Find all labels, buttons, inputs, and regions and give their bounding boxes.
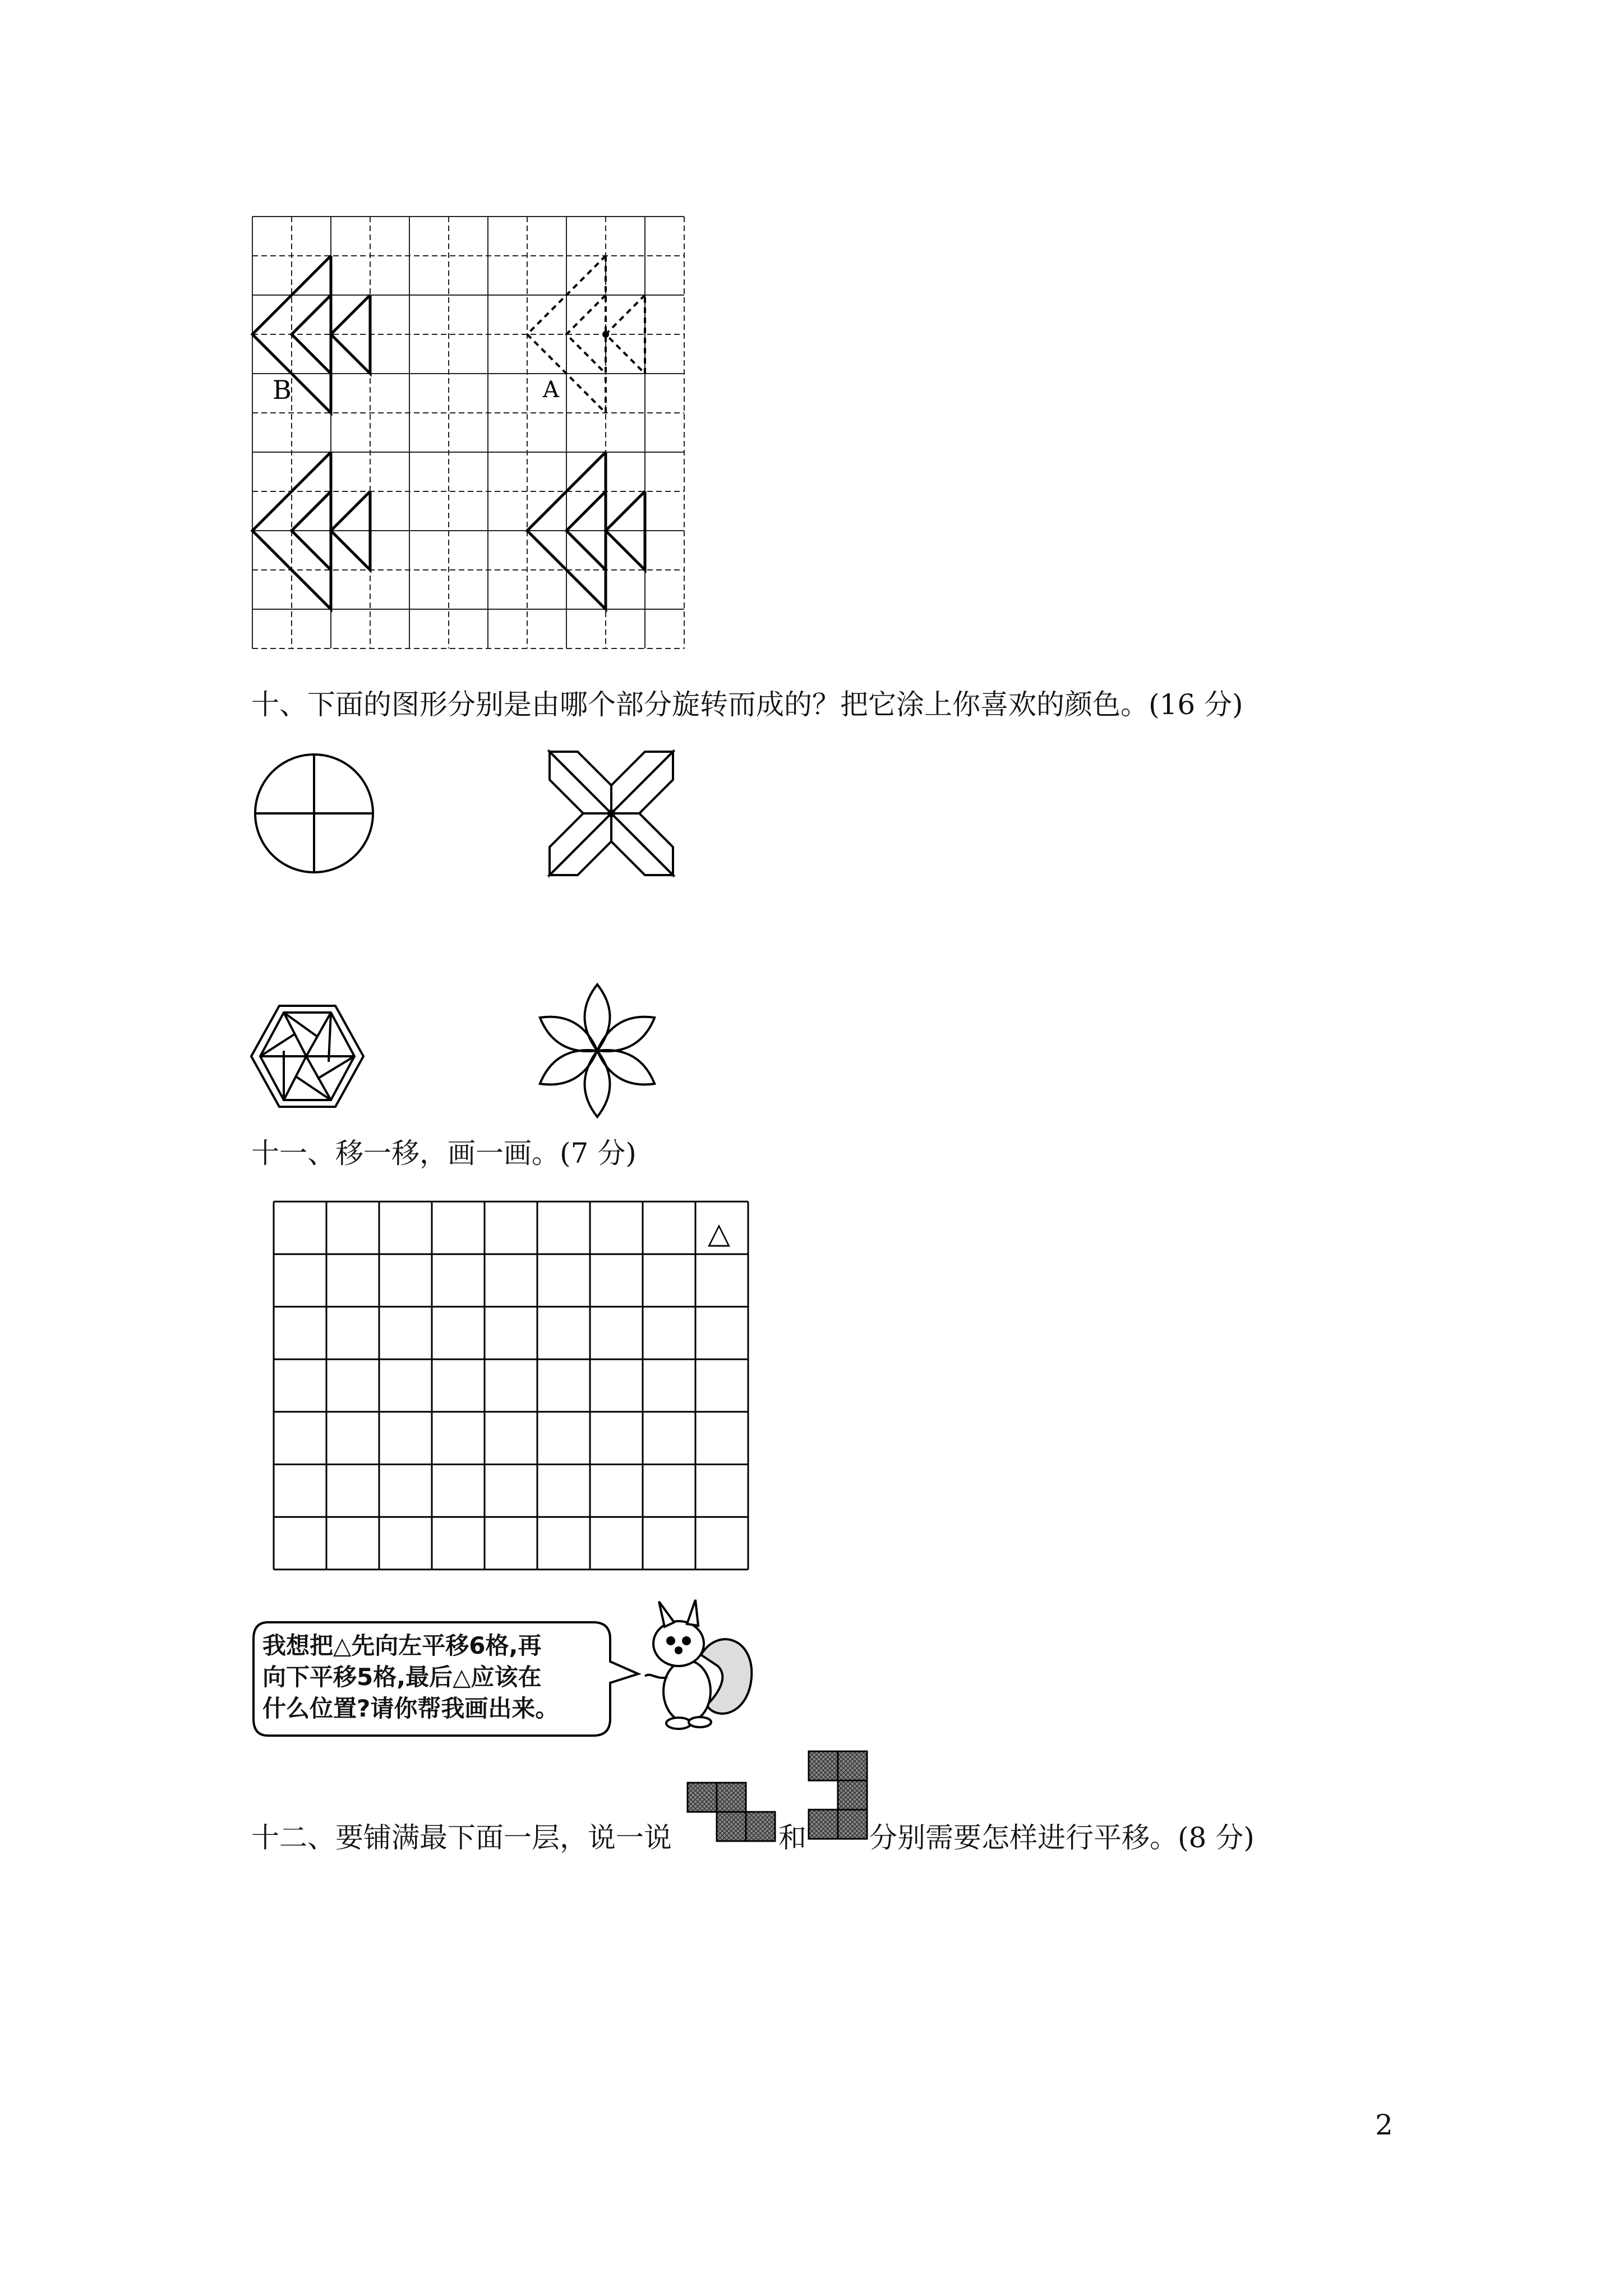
question-11-text: 十一、移一移，画一画。(7 分) bbox=[251, 1137, 637, 1170]
label-b: B bbox=[273, 375, 292, 405]
grid-lines bbox=[252, 217, 684, 648]
grid-11-lines bbox=[274, 1202, 748, 1570]
bubble-line-3: 什么位置?请你帮我画出来。 bbox=[262, 1695, 559, 1722]
page-number: 2 bbox=[1375, 2109, 1393, 2141]
pinwheel-figure bbox=[247, 746, 381, 881]
speech-bubble-text bbox=[262, 1630, 559, 1724]
question-12-text-a: 十二、要铺满最下面一层，说一说 bbox=[251, 1821, 672, 1854]
hexagon-pinwheel-figure bbox=[245, 997, 368, 1115]
tile-piece-tall bbox=[808, 1750, 869, 1846]
question-12-text-b: 和 bbox=[778, 1821, 806, 1854]
grid-triangle: △ bbox=[708, 1217, 730, 1250]
flower-figure bbox=[527, 981, 667, 1121]
bubble-line-2: 向下平移5格,最后△应该在 bbox=[262, 1663, 542, 1691]
bubble-line-1: 我想把△先向左平移6格,再 bbox=[262, 1632, 542, 1659]
squirrel-illustration bbox=[634, 1593, 757, 1739]
translation-grid-11 bbox=[273, 1200, 749, 1571]
translation-grid-figure bbox=[251, 217, 689, 654]
shape-a-point bbox=[602, 331, 609, 338]
label-a: A bbox=[543, 377, 559, 403]
tile-piece-z bbox=[686, 1782, 776, 1843]
question-12-text-c: 分别需要怎样进行平移。(8 分) bbox=[869, 1821, 1255, 1854]
x-parallelogram-figure bbox=[544, 746, 679, 881]
question-10-text: 十、下面的图形分别是由哪个部分旋转而成的？把它涂上你喜欢的颜色。(16 分) bbox=[251, 688, 1243, 721]
